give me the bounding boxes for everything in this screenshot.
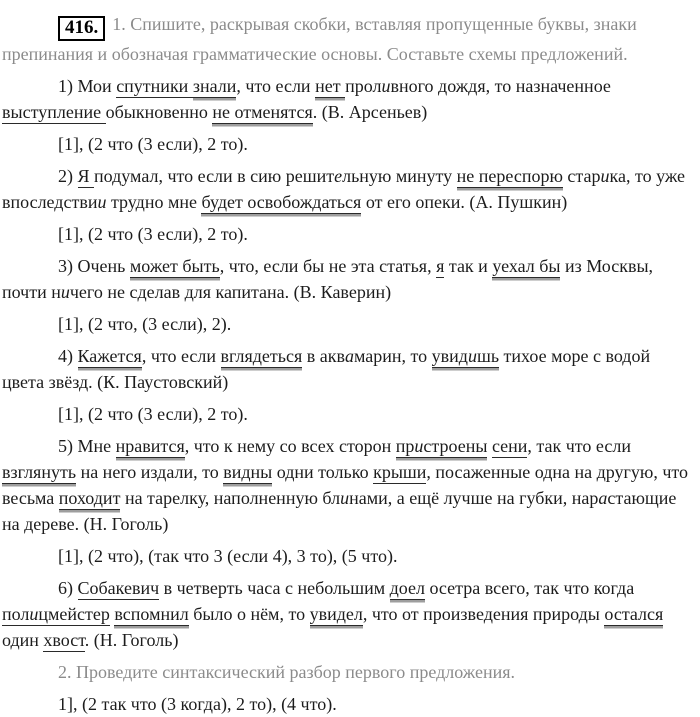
predicate-underline: знали bbox=[192, 76, 237, 96]
sentence-5 bbox=[2, 433, 692, 537]
sentence-2 bbox=[2, 163, 692, 215]
sentence-scheme-2: [1], (2 что (3 если), 2 то). bbox=[58, 224, 248, 244]
predicate-underline: увидел bbox=[309, 604, 363, 624]
predicate-underline: видны bbox=[223, 462, 273, 482]
inserted-letter: и bbox=[381, 76, 391, 96]
predicate-underline: увид bbox=[431, 346, 468, 366]
text-run: в акв bbox=[302, 346, 346, 366]
sentence-scheme-4: [1], (2 что (3 если), 2 то). bbox=[58, 404, 248, 424]
text-run: стающие на дереве. (Н. Гоголь) bbox=[2, 488, 677, 534]
predicate-underline: нет bbox=[315, 76, 346, 96]
inserted-letter: а bbox=[345, 346, 355, 366]
predicate-underline: вспомнил bbox=[114, 604, 189, 624]
predicate-underline: Кажется bbox=[77, 346, 142, 366]
text-run: трудно мне bbox=[106, 192, 202, 212]
text-run: нами, а ещё лучше на губки, нар bbox=[349, 488, 599, 508]
task-2-instruction: 2. Проведите синтаксический разбор первого предложения. bbox=[58, 662, 516, 682]
text-run: в четверть часа с небольшим bbox=[159, 578, 390, 598]
text-run: , что если bbox=[141, 346, 221, 366]
predicate-underline: походит bbox=[58, 488, 121, 508]
text-run: стар bbox=[562, 166, 601, 186]
text-run: ка, то уже впоследстви bbox=[2, 166, 686, 212]
text-run: , что если bbox=[236, 76, 316, 96]
text-run: на тарелку, наполненную бл bbox=[120, 488, 341, 508]
text-run: осетра всего, так что когда bbox=[424, 578, 635, 598]
text-run: на него издали, то bbox=[76, 462, 224, 482]
inserted-letter: и bbox=[97, 192, 107, 212]
text-run: . (В. Арсеньев) bbox=[312, 102, 428, 122]
text-run: , что к нему со всех сторон bbox=[184, 436, 396, 456]
sentence-1 bbox=[2, 73, 692, 125]
inserted-letter: и bbox=[600, 166, 610, 186]
text-run: 3) Очень bbox=[58, 256, 130, 276]
predicate-underline: нравится bbox=[115, 436, 185, 456]
subject-underline: Я bbox=[77, 166, 95, 186]
exercise-number-badge: 416. bbox=[58, 16, 105, 41]
predicate-underline: уехал бы bbox=[492, 256, 561, 276]
text-run: чего не сделав для капитана. (В. Каверин) bbox=[69, 282, 392, 302]
sentence-6 bbox=[2, 575, 692, 653]
subject-underline: сени bbox=[491, 436, 528, 456]
inserted-letter: е bbox=[334, 166, 343, 186]
predicate-inserted-letter: и bbox=[467, 346, 477, 366]
predicate-underline: взглянуть bbox=[2, 462, 77, 482]
predicate-underline: не отменятся bbox=[212, 102, 313, 122]
predicate-underline: шь bbox=[476, 346, 500, 366]
predicate-underline: остался bbox=[604, 604, 664, 624]
subject-underline: пол bbox=[2, 604, 30, 624]
subject-underline: я bbox=[436, 256, 445, 276]
predicate-underline: пр bbox=[395, 436, 415, 456]
subject-inserted-letter: и bbox=[29, 604, 39, 624]
subject-underline: крыши bbox=[373, 462, 427, 482]
text-run: тихое море с водой цвета звёзд. (К. Паустовский) bbox=[2, 346, 651, 392]
inserted-letter: а bbox=[598, 488, 608, 508]
text-run: было о нём, то bbox=[188, 604, 310, 624]
text-run: так и bbox=[444, 256, 493, 276]
text-run: вного дождя, то назначенное bbox=[390, 76, 611, 96]
exercise-header bbox=[2, 11, 692, 67]
text-run: льную минуту bbox=[342, 166, 457, 186]
text-run: 6) bbox=[58, 578, 78, 598]
sentence-scheme-1: [1], (2 что (3 если), 2 то). bbox=[58, 134, 248, 154]
text-run: обыкновенно bbox=[105, 102, 213, 122]
sentence-4 bbox=[2, 343, 692, 395]
predicate-underline: не переспорю bbox=[456, 166, 563, 186]
sentence-scheme-3: [1], (2 что, (3 если), 2). bbox=[58, 314, 232, 334]
text-run: марин, то bbox=[354, 346, 432, 366]
predicate-underline: будет освобождаться bbox=[201, 192, 362, 212]
sentence-scheme-6: 1], (2 так что (3 когда), 2 то), (4 что). bbox=[58, 694, 337, 714]
text-run: , посаженные одна на другую, что весьма bbox=[2, 462, 689, 508]
sentence-3 bbox=[2, 253, 692, 305]
text-run: 1) Мои bbox=[58, 76, 117, 96]
subject-underline: цмейстер bbox=[38, 604, 110, 624]
text-run: 4) bbox=[58, 346, 78, 366]
task-1-instruction: 1. Спишите, раскрывая скобки, вставляя пропущенные буквы, знаки препинания и обозначая грамматические основы. Составьте схемы предложений. bbox=[2, 14, 637, 64]
inserted-letter: и bbox=[60, 282, 70, 302]
text-run: . (Н. Гоголь) bbox=[84, 630, 179, 650]
predicate-underline: доел bbox=[389, 578, 425, 598]
predicate-underline: строены bbox=[423, 436, 488, 456]
predicate-underline: вглядеться bbox=[220, 346, 303, 366]
subject-underline: спутники bbox=[116, 76, 193, 96]
subject-underline: хвост bbox=[43, 630, 85, 650]
text-run: одни только bbox=[272, 462, 374, 482]
text-run: от его опеки. (А. Пушкин) bbox=[361, 192, 568, 212]
sentence-scheme-5: [1], (2 что), (так что 3 (если 4), 3 то), (5 что). bbox=[58, 546, 398, 566]
subject-underline: выступление bbox=[2, 102, 106, 122]
text-run: из Москвы, почти н bbox=[2, 256, 654, 302]
text-run: прол bbox=[345, 76, 382, 96]
text-run: подумал, что если в сию решит bbox=[94, 166, 335, 186]
subject-underline: Собакевич bbox=[77, 578, 160, 598]
predicate-underline: может быть bbox=[129, 256, 220, 276]
predicate-inserted-letter: и bbox=[414, 436, 424, 456]
text-run: один bbox=[2, 630, 44, 650]
text-run: , что от произведения природы bbox=[362, 604, 605, 624]
text-run: 2) bbox=[58, 166, 78, 186]
text-run: , что, если бы не эта статья, bbox=[219, 256, 437, 276]
text-run: , так что если bbox=[527, 436, 631, 456]
exercise-blocks bbox=[2, 73, 692, 717]
inserted-letter: и bbox=[340, 488, 350, 508]
text-run: 5) Мне bbox=[58, 436, 116, 456]
